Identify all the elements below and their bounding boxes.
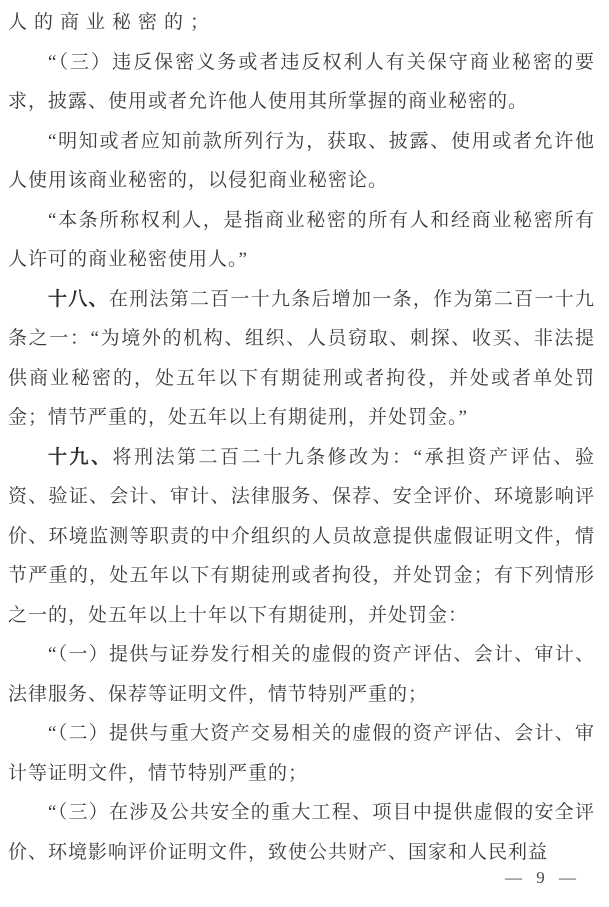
- page-number: — 9 —: [505, 868, 581, 887]
- paragraph: [8, 280, 595, 438]
- paragraph: “本条所称权利人，是指商业秘密的所有人和经商业秘密所有人许可的商业秘密使用人。”: [8, 209, 595, 270]
- paragraph-text: 在刑法第二百一十九条后增加一条，作为第二百一十九条之一：“为境外的机构、组织、人员窃取、刺探、收买、非法提供商业秘密的，处五年以下有期徒刑或者拘役，并处或者单处罚金；情节严重的，处五年以上有期徒刑，并处罚金。”: [8, 288, 595, 428]
- paragraph-text: 将刑法第二百二十九条修改为：“承担资产评估、验资、验证、会计、审计、法律服务、保荐、安全评价、环境影响评价、环境监测等职责的中介组织的人员故意提供虚假证明文件，情节严重的，处五年以下有期徒刑或者拘役，并处罚金；有下列情形之一的，处五年以上十年以下有期徒刑，并处罚金：: [8, 446, 595, 626]
- paragraph: 人的商业秘密的；: [8, 12, 217, 33]
- section-number: 十九、: [48, 446, 113, 468]
- paragraph: “（二）提供与重大资产交易相关的虚假的资产评估、会计、审计等证明文件，情节特别严重的；: [8, 723, 595, 784]
- paragraph: “（三）在涉及公共安全的重大工程、项目中提供虚假的安全评价、环境影响评价证明文件，致使公共财产、国家和人民利益: [8, 802, 595, 863]
- paragraph: [8, 438, 595, 636]
- section-number: 十八、: [48, 288, 109, 310]
- paragraph: “明知或者应知前款所列行为，获取、披露、使用或者允许他人使用该商业秘密的，以侵犯商业秘密论。: [8, 130, 595, 191]
- paragraph: “（三）违反保密义务或者违反权利人有关保守商业秘密的要求，披露、使用或者允许他人使用其所掌握的商业秘密的。: [8, 51, 595, 112]
- paragraph: “（一）提供与证券发行相关的虚假的资产评估、会计、审计、法律服务、保荐等证明文件，情节特别严重的；: [8, 644, 595, 705]
